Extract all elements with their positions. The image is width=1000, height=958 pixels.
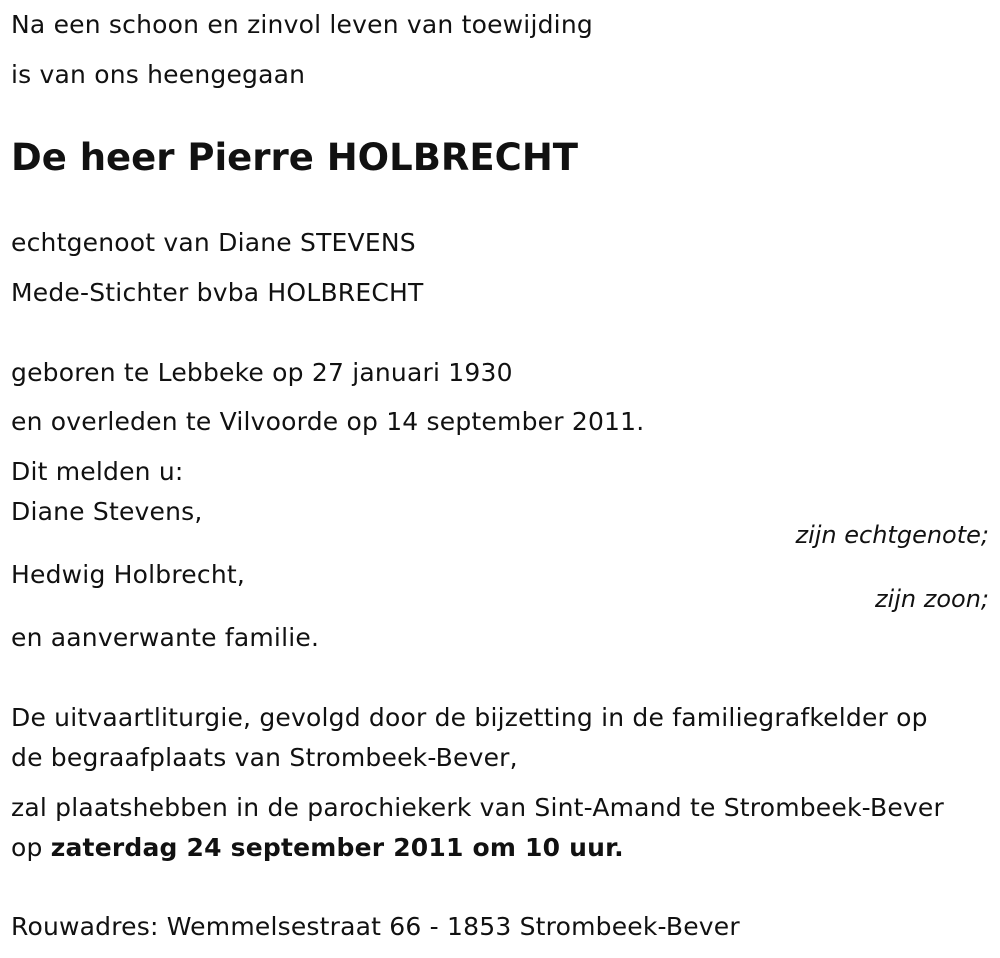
death-line: en overleden te Vilvoorde op 14 september 2011. xyxy=(11,407,645,436)
mourner-name-2: Hedwig Holbrecht, xyxy=(11,560,246,589)
mourner-name-1: Diane Stevens, xyxy=(11,497,203,526)
funeral-line-3: zal plaatshebben in de parochiekerk van Sint-Amand te Strombeek-Bever xyxy=(11,793,944,822)
intro-line-1: Na een schoon en zinvol leven van toewijding xyxy=(11,10,593,39)
funeral-line-4 xyxy=(11,828,991,868)
deceased-name: De heer Pierre HOLBRECHT xyxy=(11,136,579,179)
spouse-line: echtgenoot van Diane STEVENS xyxy=(11,228,416,257)
funeral-line-2: de begraafplaats van Strombeek-Bever, xyxy=(11,743,518,772)
birth-line: geboren te Lebbeke op 27 januari 1930 xyxy=(11,358,513,387)
funeral-paragraph-2 xyxy=(11,788,991,868)
funeral-paragraph xyxy=(11,698,991,778)
address-line: Rouwadres: Wemmelsestraat 66 - 1853 Strombeek-Bever xyxy=(11,912,740,941)
mourner-relation-2: zijn zoon; xyxy=(874,585,989,613)
family-line: en aanverwante familie. xyxy=(11,623,320,652)
funeral-date-time: zaterdag 24 september 2011 om 10 uur. xyxy=(50,833,624,862)
role-line: Mede-Stichter bvba HOLBRECHT xyxy=(11,278,424,307)
funeral-line-1: De uitvaartliturgie, gevolgd door de bijzetting in de familiegrafkelder op xyxy=(11,703,928,732)
intro-line-2: is van ons heengegaan xyxy=(11,60,306,89)
mourner-relation-1: zijn echtgenote; xyxy=(795,521,989,549)
funeral-line-4-prefix: op xyxy=(11,833,51,862)
announcement-intro: Dit melden u: xyxy=(11,457,184,486)
